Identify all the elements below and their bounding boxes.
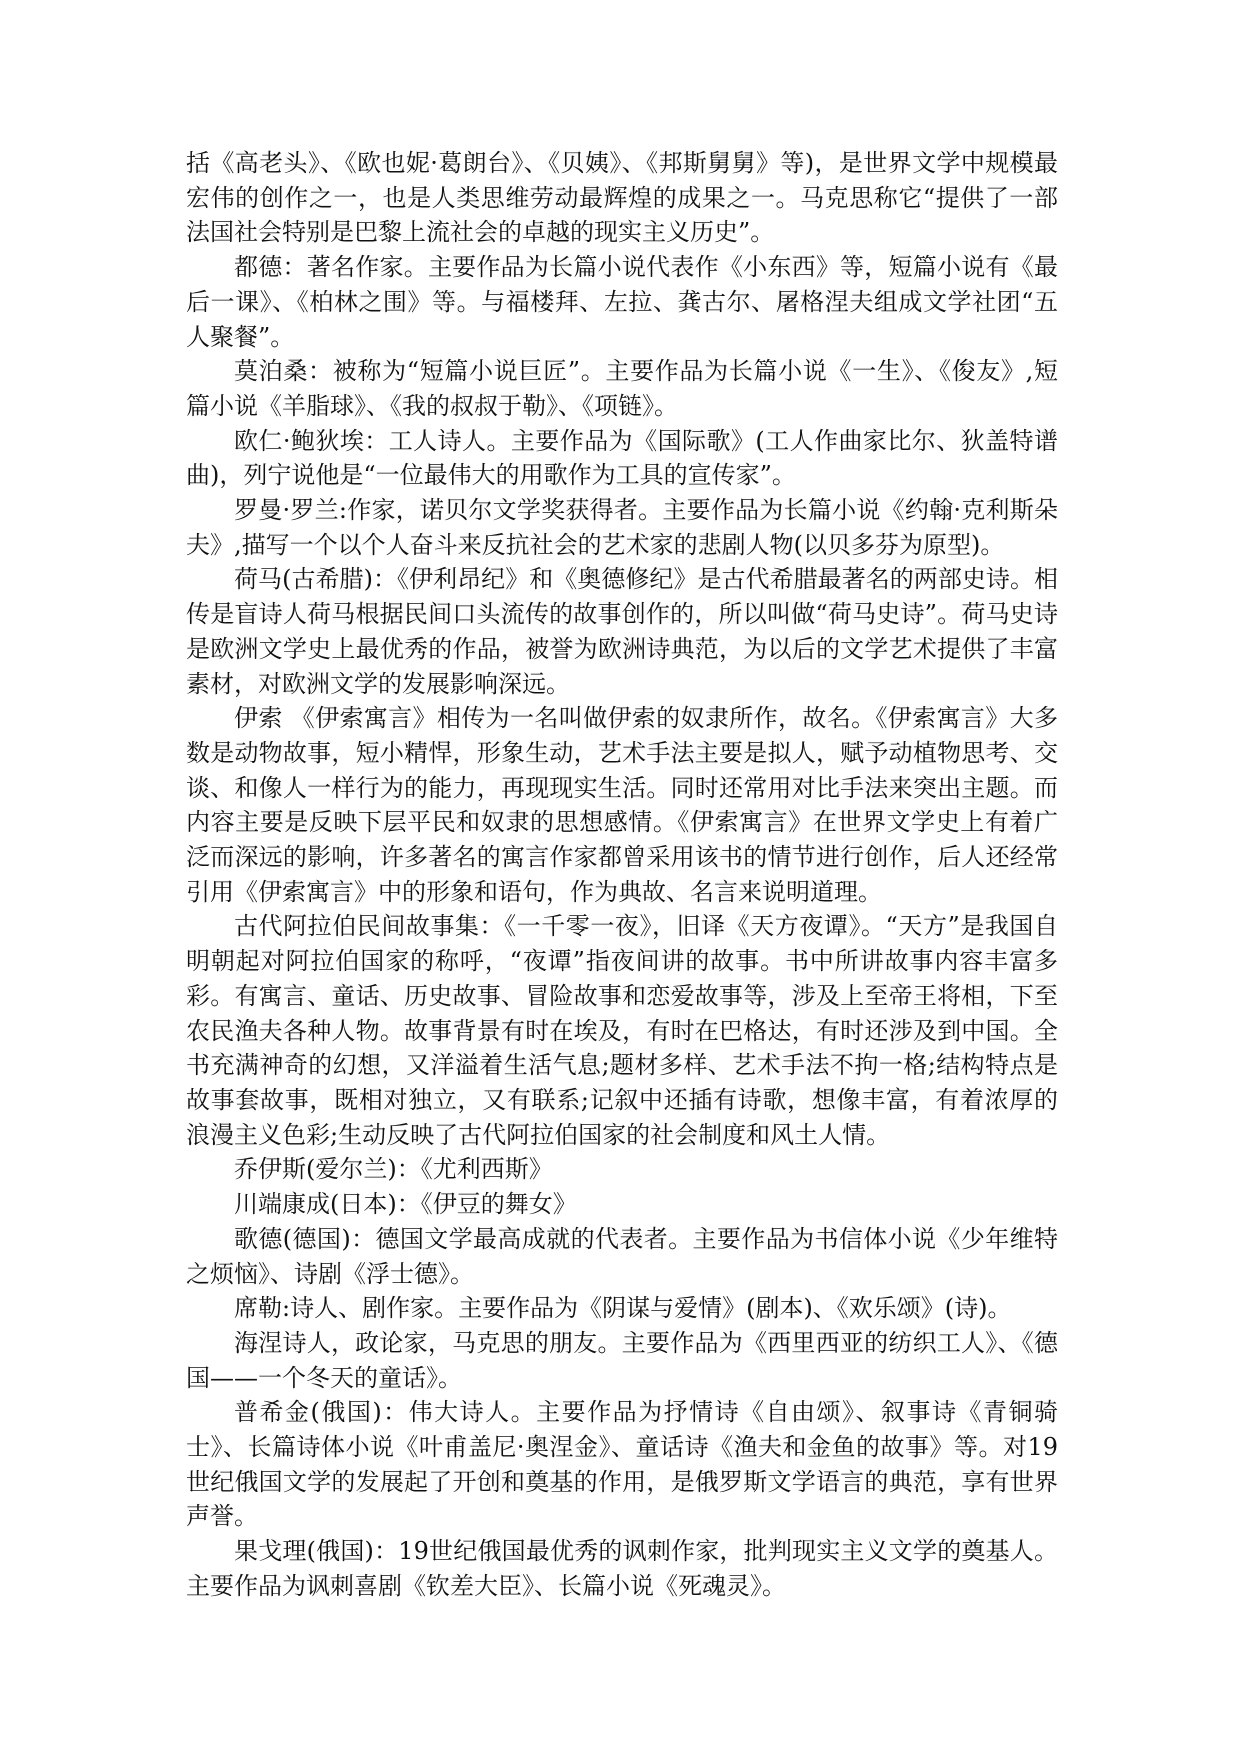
paragraph-balzac-continued: 括《高老头》、《欧也妮·葛朗台》、《贝姨》、《邦斯舅舅》等)，是世界文学中规模最宏伟的创作之一，也是人类思维劳动最辉煌的成果之一。马克思称它“提供了一部法国社会特别是巴黎上流社会的卓越的现实主义历史”。: [186, 149, 1058, 247]
paragraph-joyce: 乔伊斯(爱尔兰)：《尤利西斯》: [234, 1155, 553, 1184]
paragraph-maupassant: 莫泊桑：被称为“短篇小说巨匠”。主要作品为长篇小说《一生》、《俊友》,短篇小说《羊脂球》、《我的叔叔于勒》、《项链》。: [186, 357, 1058, 420]
paragraph-kawabata: 川端康成(日本)：《伊豆的舞女》: [234, 1190, 577, 1219]
paragraph-homer: 荷马(古希腊)：《伊利昂纪》和《奥德修纪》是古代希腊最著名的两部史诗。相传是盲诗人荷马根据民间口头流传的故事创作的，所以叫做“荷马史诗”。荷马史诗是欧洲文学史上最优秀的作品，被誉为欧洲诗典范，为以后的文学艺术提供了丰富素材，对欧洲文学的发展影响深远。: [186, 565, 1058, 698]
paragraph-romain-rolland: 罗曼·罗兰:作家，诺贝尔文学奖获得者。主要作品为长篇小说《约翰·克利斯朵夫》,描写一个以个人奋斗来反抗社会的艺术家的悲剧人物(以贝多芬为原型)。: [186, 496, 1058, 559]
paragraph-pottier: 欧仁·鲍狄埃：工人诗人。主要作品为《国际歌》(工人作曲家比尔、狄盖特谱曲)，列宁说他是“一位最伟大的用歌作为工具的宣传家”。: [186, 426, 1058, 490]
paragraph-gogol: 果戈理(俄国)：19世纪俄国最优秀的讽刺作家，批判现实主义文学的奠基人。主要作品为讽刺喜剧《钦差大臣》、长篇小说《死魂灵》。: [186, 1537, 1058, 1600]
paragraph-aesop: 伊索 《伊索寓言》相传为一名叫做伊索的奴隶所作，故名。《伊索寓言》大多数是动物故事，短小精悍，形象生动，艺术手法主要是拟人，赋予动植物思考、交谈、和像人一样行为的能力，再现现实生活。同时还常用对比手法来突出主题。而内容主要是反映下层平民和奴隶的思想感情。《伊索寓言》在世界文学史上有着广泛而深远的影响，许多著名的寓言作家都曾采用该书的情节进行创作，后人还经常引用《伊索寓言》中的形象和语句，作为典故、名言来说明道理。: [186, 704, 1058, 906]
paragraph-goethe: 歌德(德国)：德国文学最高成就的代表者。主要作品为书信体小说《少年维特之烦恼》、诗剧《浮士德》。: [186, 1224, 1058, 1288]
paragraph-pushkin: 普希金(俄国)：伟大诗人。主要作品为抒情诗《自由颂》、叙事诗《青铜骑士》、长篇诗体小说《叶甫盖尼·奥涅金》、童话诗《渔夫和金鱼的故事》等。对19世纪俄国文学的发展起了开创和奠基的作用，是俄罗斯文学语言的典范，享有世界声誉。: [186, 1398, 1058, 1531]
paragraph-arabian-nights: 古代阿拉伯民间故事集：《一千零一夜》，旧译《天方夜谭》。“天方”是我国自明朝起对阿拉伯国家的称呼，“夜谭”指夜间讲的故事。书中所讲故事内容丰富多彩。有寓言、童话、历史故事、冒险故事和恋爱故事等，涉及上至帝王将相，下至农民渔夫各种人物。故事背景有时在埃及，有时在巴格达，有时还涉及到中国。全书充满神奇的幻想，又洋溢着生活气息;题材多样、艺术手法不拘一格;结构特点是故事套故事，既相对独立，又有联系;记叙中还插有诗歌，想像丰富，有着浓厚的浪漫主义色彩;生动反映了古代阿拉伯国家的社会制度和风土人情。: [186, 912, 1058, 1149]
paragraph-heine: 海涅诗人，政论家，马克思的朋友。主要作品为《西里西亚的纺织工人》、《德国——一个冬天的童话》。: [186, 1328, 1058, 1392]
paragraph-schiller: 席勒:诗人、剧作家。主要作品为《阴谋与爱情》(剧本)、《欢乐颂》(诗)。: [234, 1294, 1012, 1323]
document-page: [186, 146, 1058, 1604]
paragraph-daudet: 都德：著名作家。主要作品为长篇小说代表作《小东西》等，短篇小说有《最后一课》、《柏林之围》等。与福楼拜、左拉、龚古尔、屠格涅夫组成文学社团“五人聚餐”。: [186, 253, 1058, 351]
